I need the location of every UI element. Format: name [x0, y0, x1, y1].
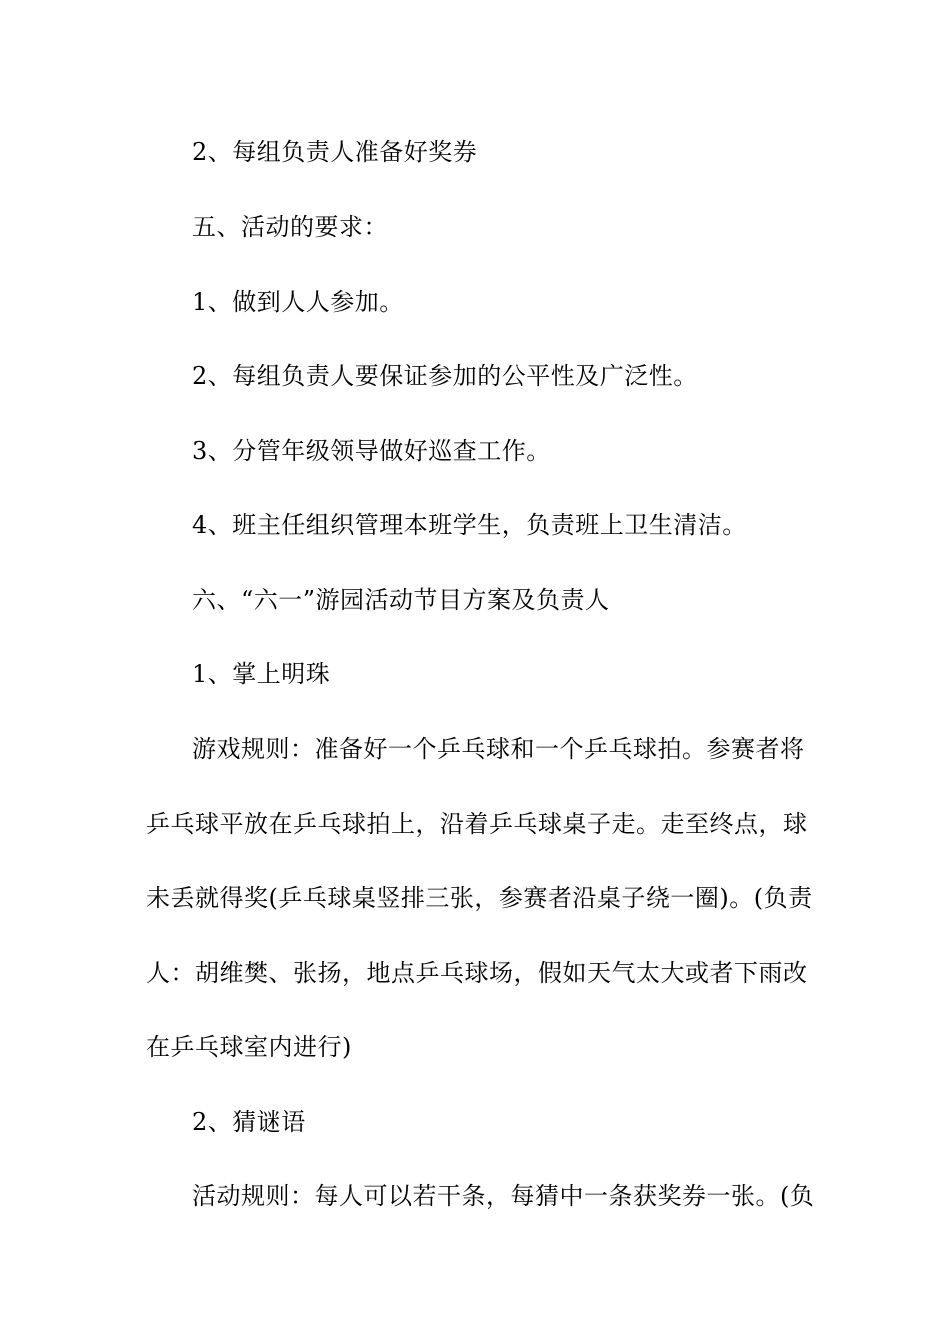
paragraph-line: 活动规则：每人可以若干条，每猜中一条获奖券一张。(负	[192, 1182, 815, 1210]
section-heading: 六、“六一”游园活动节目方案及负责人	[192, 586, 610, 614]
paragraph-line: 乒乓球平放在乒乓球拍上，沿着乒乓球桌子走。走至终点，球	[146, 810, 808, 838]
text-line: 2、每组负责人准备好奖券	[192, 138, 478, 166]
text-line: 3、分管年级领导做好巡查工作。	[192, 437, 551, 465]
text-line: 2、每组负责人要保证参加的公平性及广泛性。	[192, 362, 698, 390]
paragraph-line: 人：胡维樊、张扬，地点乒乓球场，假如天气太大或者下雨改	[146, 959, 808, 987]
section-heading: 五、活动的要求：	[192, 213, 388, 241]
paragraph-line: 游戏规则：准备好一个乒乓球和一个乒乓球拍。参赛者将	[192, 735, 805, 763]
text-line: 4、班主任组织管理本班学生，负责班上卫生清洁。	[192, 511, 747, 539]
text-line: 1、做到人人参加。	[192, 288, 404, 316]
item-heading: 1、掌上明珠	[192, 660, 331, 688]
paragraph-line: 在乒乓球室内进行)	[146, 1033, 352, 1061]
item-heading: 2、猜谜语	[192, 1108, 306, 1136]
paragraph-line: 未丢就得奖(乒乓球桌竖排三张，参赛者沿桌子绕一圈)。(负责	[146, 884, 813, 912]
